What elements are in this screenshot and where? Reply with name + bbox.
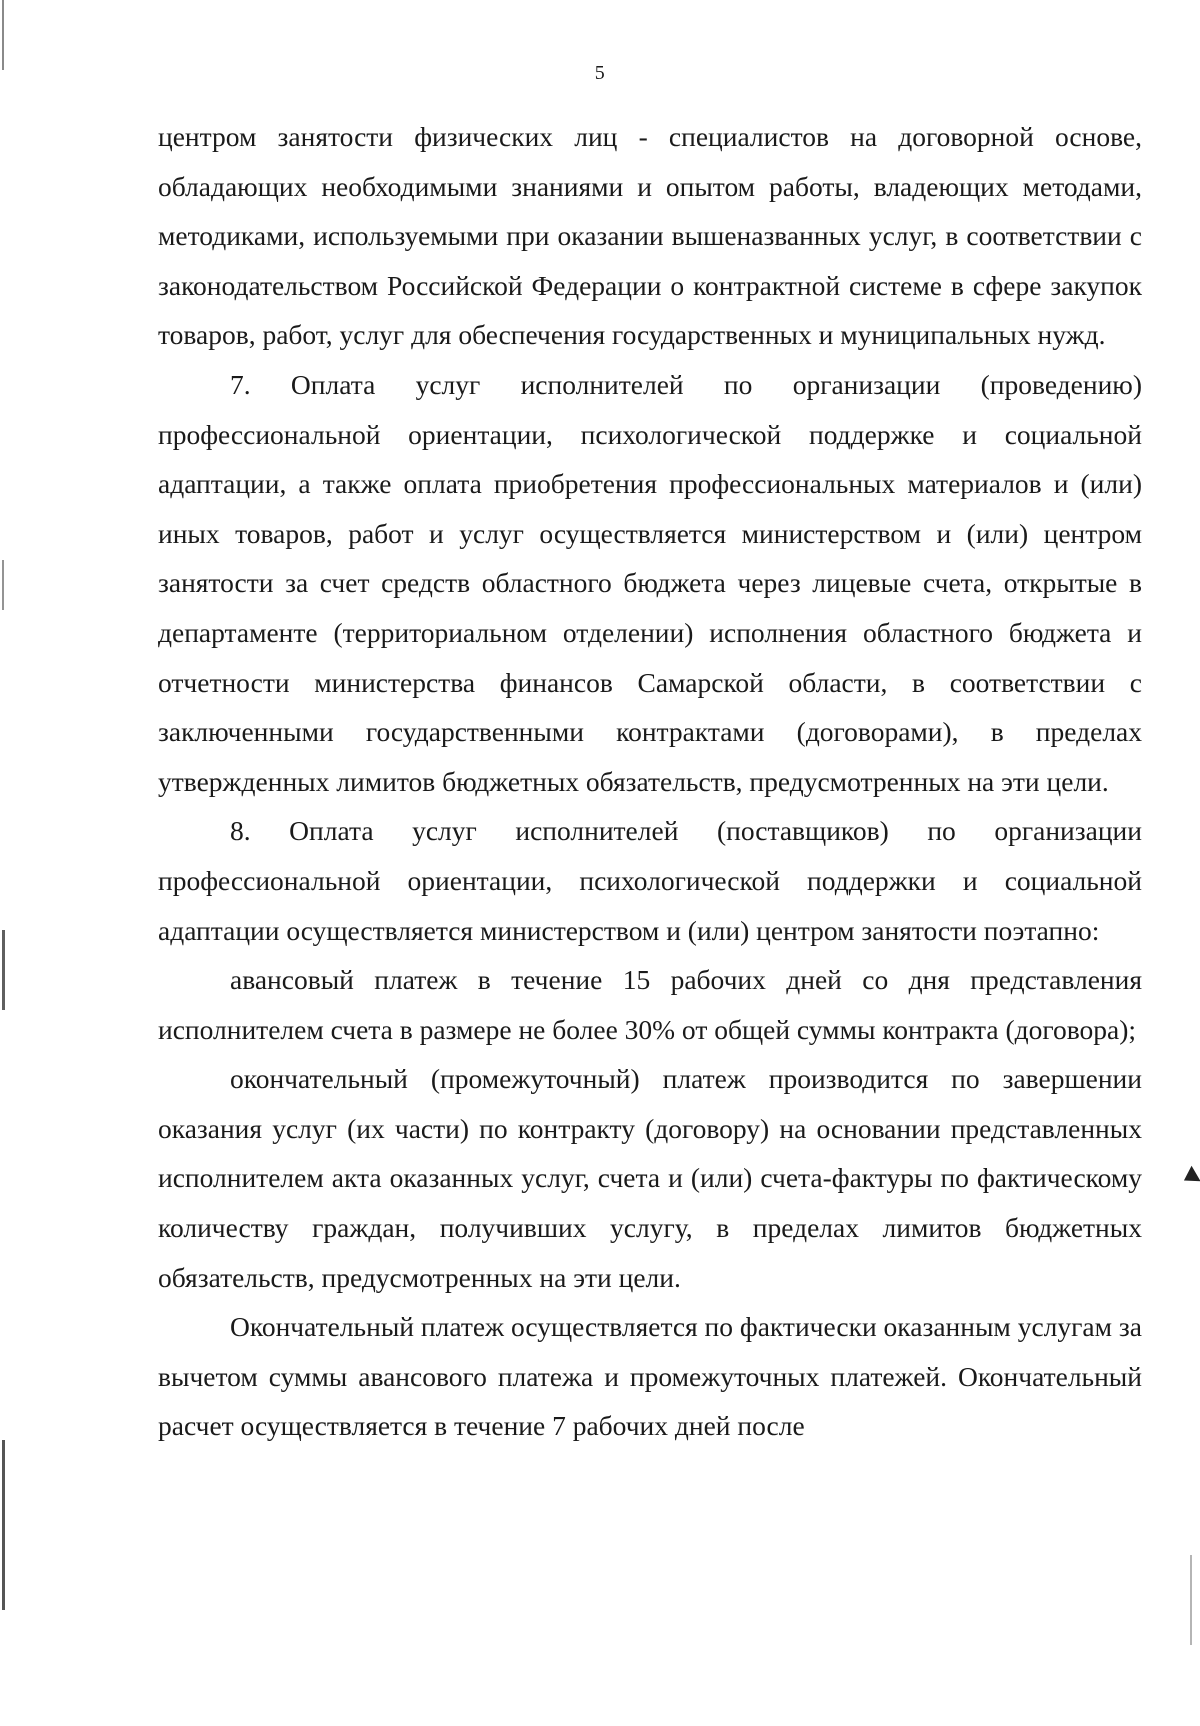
scan-edge-mark xyxy=(1190,1555,1192,1645)
scan-edge-mark xyxy=(2,0,4,70)
paragraph-item-8: 8. Оплата услуг исполнителей (поставщиков) по организации профессиональной ориентации, психологической поддержки и социальной адаптации осуществляется министерством и (или) центром занятости поэтапно: xyxy=(158,815,1142,946)
scan-edge-mark xyxy=(2,560,4,610)
scan-artifact-icon xyxy=(1179,1166,1200,1189)
paragraph-advance-payment: авансовый платеж в течение 15 рабочих дней со дня представления исполнителем счета в размере не более 30% от общей суммы контракта (договора); xyxy=(158,964,1142,1045)
paragraph-item-7: 7. Оплата услуг исполнителей по организации (проведению) профессиональной ориентации, психологической поддержке и социальной адаптации, а также оплата приобретения профессиональных материалов и (или) иных товаров, работ и услуг осуществляется министерством и (или) центром занятости за счет средств областного бюджета через лицевые счета, открытые в департаменте (территориальном отделении) исполнения областного бюджета и отчетности министерства финансов Самарской области, в соответствии с заключенными государственными контрактами (договорами), в пределах утвержденных лимитов бюджетных обязательств, предусмотренных на эти цели. xyxy=(158,368,1142,797)
paragraph-continuation: центром занятости физических лиц - специалистов на договорной основе, обладающих необходимыми знаниями и опытом работы, владеющих методами, методиками, используемыми при оказании вышеназванных услуг, в соответствии с законодательством Российской Федерации о контрактной системе в сфере закупок товаров, работ, услуг для обеспечения государственных и муниципальных нужд. xyxy=(158,121,1142,351)
scan-edge-mark xyxy=(2,1440,5,1610)
paragraph-final-settlement: Окончательный платеж осуществляется по фактически оказанным услугам за вычетом суммы авансового платежа и промежуточных платежей. Окончательный расчет осуществляется в течение 7 рабочих дней после xyxy=(158,1311,1142,1442)
document-body xyxy=(158,112,1142,1451)
scan-edge-mark xyxy=(2,930,5,1010)
page-number: 5 xyxy=(594,62,606,84)
paragraph-final-payment: окончательный (промежуточный) платеж производится по завершении оказания услуг (их части) по контракту (договору) на основании представленных исполнителем акта оказанных услуг, счета и (или) счета-фактуры по фактическому количеству граждан, получивших услугу, в пределах лимитов бюджетных обязательств, предусмотренных на эти цели. xyxy=(158,1063,1142,1293)
